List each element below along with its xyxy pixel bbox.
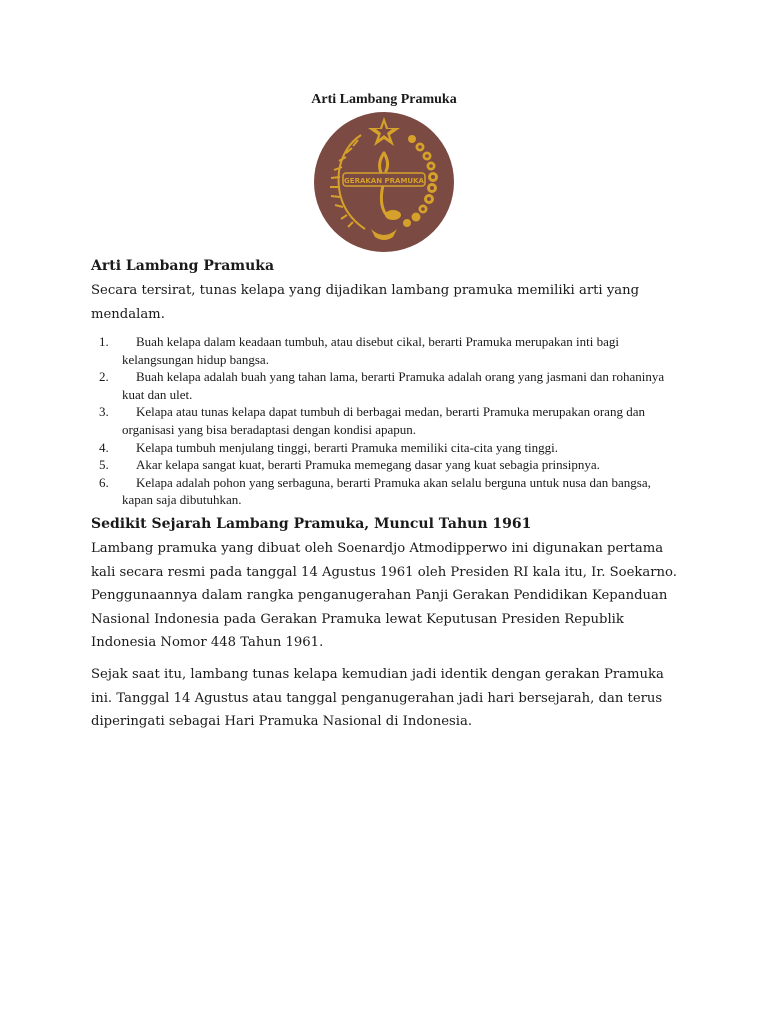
pramuka-emblem-icon xyxy=(313,111,455,253)
list-item xyxy=(91,474,681,509)
section1-heading: Arti Lambang Pramuka xyxy=(91,258,275,274)
list-item-text: Kelapa adalah pohon yang serbaguna, berarti Pramuka akan selalu berguna untuk nusa dan bangsa, kapan saja dibutuhkan. xyxy=(122,474,651,508)
list-item xyxy=(91,403,681,438)
meaning-list xyxy=(91,333,681,509)
section2-paragraph-1: Lambang pramuka yang dibuat oleh Soenardjo Atmodipperwo ini digunakan pertama kali secara resmi pada tanggal 14 Agustus 1961 oleh Presiden RI kala itu, Ir. Soekarno. Penggunaannya dalam rangka penganugerahan Panji Gerakan Pendidikan Kepanduan Nasional Indonesia pada Gerakan Pramuka lewat Keputusan Presiden Republik Indonesia Nomor 448 Tahun 1961. xyxy=(91,541,677,650)
list-item-number: 1. xyxy=(99,334,109,349)
list-item-number: 3. xyxy=(99,404,109,420)
list-item-text: Kelapa tumbuh menjulang tinggi, berarti Pramuka memiliki cita-cita yang tinggi. xyxy=(136,439,559,455)
list-item xyxy=(91,368,681,403)
pramuka-emblem xyxy=(313,111,455,253)
list-item-text: Buah kelapa dalam keadaan tumbuh, atau disebut cikal, berarti Pramuka merupakan inti bagi kelangsungan hidup bangsa. xyxy=(122,334,619,367)
list-item-text: Kelapa atau tunas kelapa dapat tumbuh di berbagai medan, berarti Pramuka merupakan orang dan organisasi yang bisa beradaptasi dengan kondisi apapun. xyxy=(122,404,645,437)
list-item-text: Buah kelapa adalah buah yang tahan lama, berarti Pramuka adalah orang yang jasmani dan rohaninya kuat dan ulet. xyxy=(122,369,665,402)
section1-intro: Secara tersirat, tunas kelapa yang dijadikan lambang pramuka memiliki arti yang mendalam. xyxy=(91,283,640,322)
list-item xyxy=(91,333,681,368)
section2-heading: Sedikit Sejarah Lambang Pramuka, Muncul Tahun 1961 xyxy=(91,516,532,532)
list-item xyxy=(91,456,681,474)
list-item xyxy=(91,439,681,457)
list-item-text: Akar kelapa sangat kuat, berarti Pramuka memegang dasar yang kuat sebagia prinsipnya. xyxy=(136,457,600,473)
list-item-number: 5. xyxy=(99,457,109,473)
list-item-number: 2. xyxy=(99,369,109,385)
list-item-number: 6. xyxy=(99,474,109,490)
emblem-banner-text: GERAKAN PRAMUKA xyxy=(344,177,424,185)
section2-paragraph-2: Sejak saat itu, lambang tunas kelapa kemudian jadi identik dengan gerakan Pramuka ini. Tanggal 14 Agustus atau tanggal penganugerahan jadi hari bersejarah, dan terus diperingati sebagai Hari Pramuka Nasional di Indonesia. xyxy=(91,667,664,729)
list-item-number: 4. xyxy=(99,439,109,455)
document-title: Arti Lambang Pramuka xyxy=(311,92,457,107)
